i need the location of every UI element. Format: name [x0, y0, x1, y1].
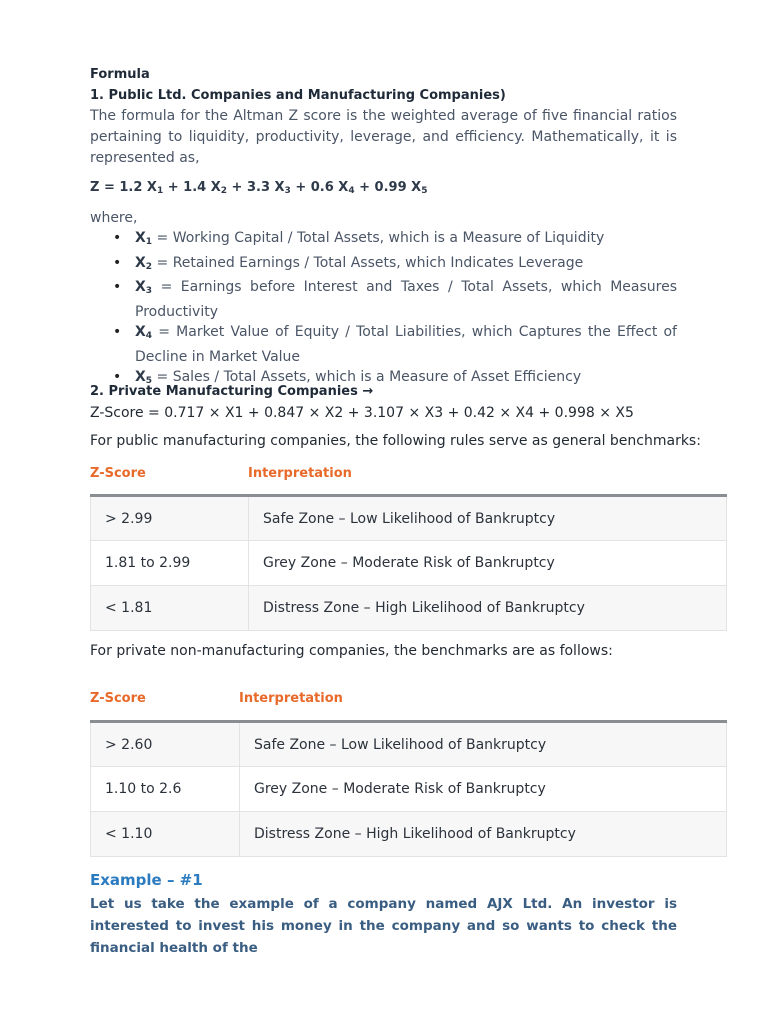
table2-header-zscore: Z-Score: [90, 691, 146, 706]
zscore-cell: < 1.10: [91, 812, 240, 857]
table-row: [91, 812, 727, 857]
interpretation-cell: Grey Zone – Moderate Risk of Bankruptcy: [240, 767, 727, 812]
zscore-cell: < 1.81: [91, 586, 249, 631]
ratio-list: [110, 228, 677, 392]
table1-header-zscore: Z-Score: [90, 466, 146, 481]
table1-header-interpretation: Interpretation: [248, 466, 352, 481]
list-item: • $X_2$ = Retained Earnings / Total Assets, which Indicates Leverage: [113, 254, 584, 272]
table-row: [91, 496, 727, 541]
table-row: [91, 586, 727, 631]
interpretation-cell: Safe Zone – Low Likelihood of Bankruptcy: [240, 722, 727, 767]
interpretation-cell: Grey Zone – Moderate Risk of Bankruptcy: [249, 541, 727, 586]
list-item: • $X_3$ = Earnings before Interest and Taxes / Total Assets, which Measures Productivity: [113, 279, 677, 320]
zscore-cell: 1.81 to 2.99: [91, 541, 249, 586]
interpretation-cell: Distress Zone – High Likelihood of Bankruptcy: [240, 812, 727, 857]
list-item: • $X_5$ = Sales / Total Assets, which is a Measure of Asset Efficiency: [113, 369, 582, 386]
table-row: [91, 541, 727, 586]
example-title: Example – #1: [90, 871, 203, 889]
table-row: [91, 767, 727, 812]
public-benchmarks-intro: For public manufacturing companies, the following rules serve as general benchmarks:: [90, 433, 701, 449]
section1-intro: The formula for the Altman Z score is the weighted average of five financial ratios pertaining to liquidity, productivity, leverage, and efficiency. Mathematically, it is represented as,: [90, 108, 677, 166]
list-item: • $X_4$ = Market Value of Equity / Total Liabilities, which Captures the Effect of Decline in Market Value: [113, 324, 677, 365]
interpretation-cell: Safe Zone – Low Likelihood of Bankruptcy: [249, 496, 727, 541]
private-benchmarks-intro: For private non-manufacturing companies, the benchmarks are as follows:: [90, 643, 613, 659]
section1-title: 1. Public Ltd. Companies and Manufacturing Companies): [90, 88, 506, 103]
table2-header-interpretation: Interpretation: [239, 691, 343, 706]
zscore-cell: 1.10 to 2.6: [91, 767, 240, 812]
zscore-cell: > 2.60: [91, 722, 240, 767]
list-item: • $X_1$ = Working Capital / Total Assets, which is a Measure of Liquidity: [113, 230, 605, 247]
example-text: Let us take the example of a company named AJX Ltd. An investor is interested to invest his money in the company and so wants to check the financial health of the: [90, 896, 677, 956]
table-row: [91, 722, 727, 767]
zscore-cell: > 2.99: [91, 496, 249, 541]
where-label: where,: [90, 210, 138, 226]
formula-heading: Formula: [90, 67, 150, 82]
section2-title: 2. Private Manufacturing Companies →: [90, 384, 374, 399]
private-formula: Z-Score = 0.717 × X1 + 0.847 × X2 + 3.107 × X3 + 0.42 × X4 + 0.998 × X5: [90, 405, 634, 421]
interpretation-cell: Distress Zone – High Likelihood of Bankruptcy: [249, 586, 727, 631]
public-benchmark-table: [90, 494, 727, 631]
altman-formula: Z = 1.2 $X_1 + 1.4$ $X_2 + 3.3$ $X_3 + 0.6$ $X_4 + 0.99$ $X_5$: [90, 180, 428, 196]
private-benchmark-table: [90, 720, 727, 857]
